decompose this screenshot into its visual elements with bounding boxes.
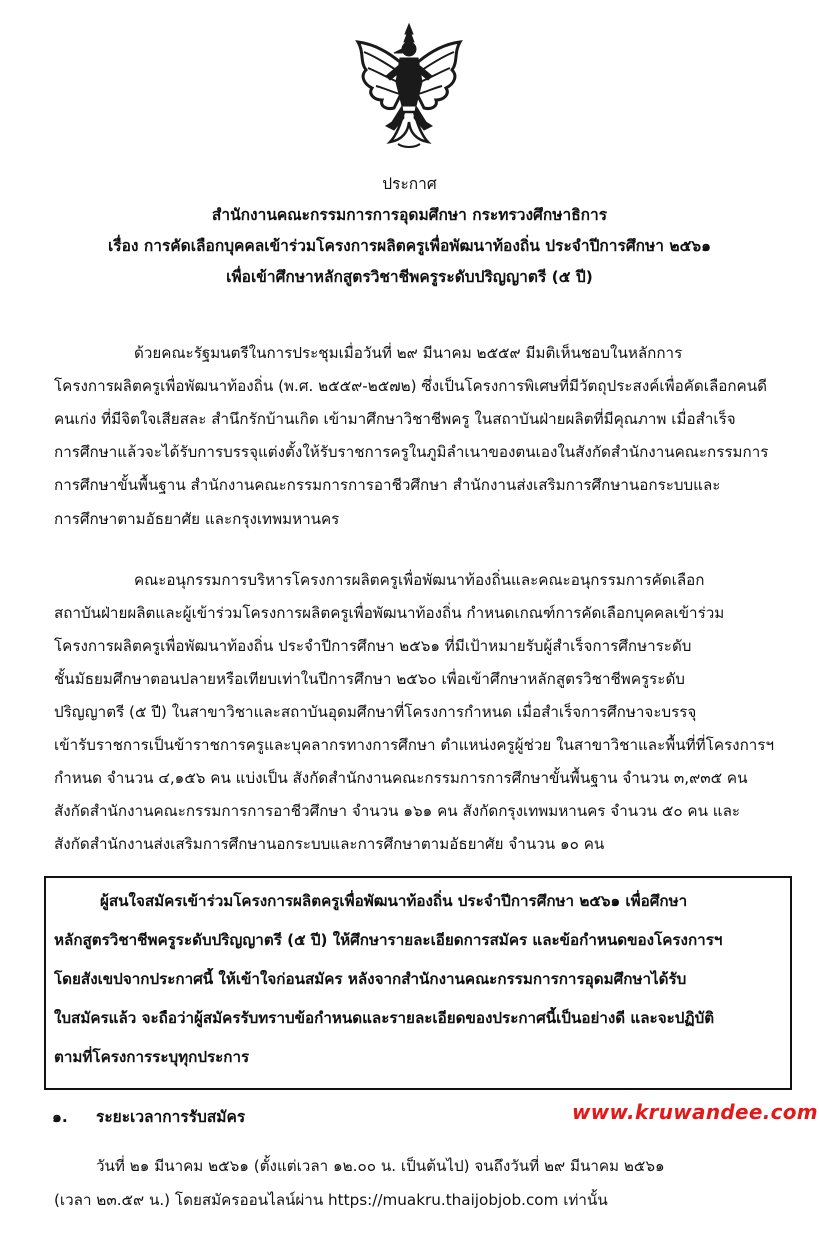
paragraph-1-line: ด้วยคณะรัฐมนตรีในการประชุมเมื่อวันที่ ๒๙ มีนาคม ๒๕๕๙ มีมติเห็นชอบในหลักการ	[134, 344, 683, 362]
garuda-emblem	[350, 22, 468, 150]
paragraph-2-line: สังกัดสำนักงานส่งเสริมการศึกษานอกระบบและการศึกษาตามอัธยาศัย จำนวน ๑๐ คน	[54, 835, 605, 853]
announcement-subject-cont: เพื่อเข้าศึกษาหลักสูตรวิชาชีพครูระดับปริญญาตรี (๕ ปี)	[226, 268, 593, 286]
paragraph-2-line: สังกัดสำนักงานคณะกรรมการการอาชีวศึกษา จำนวน ๑๖๑ คน สังกัดกรุงเทพมหานคร จำนวน ๕๐ คน และ	[54, 802, 741, 820]
notice-line: ตามที่โครงการระบุทุกประการ	[54, 1048, 250, 1066]
notice-line: หลักสูตรวิชาชีพครูระดับปริญญาตรี (๕ ปี) ให้ศึกษารายละเอียดการสมัคร และข้อกำหนดของโครงการฯ	[54, 931, 723, 949]
issuing-office: สำนักงานคณะกรรมการการอุดมศึกษา กระทรวงศึกษาธิการ	[211, 206, 608, 224]
notice-line: โดยสังเขปจากประกาศนี้ ให้เข้าใจก่อนสมัคร หลังจากสำนักงานคณะกรรมการการอุดมศึกษาได้รับ	[54, 970, 687, 988]
section-1-line: วันที่ ๒๑ มีนาคม ๒๕๖๑ (ตั้งแต่เวลา ๑๒.๐๐ น. เป็นต้นไป) จนถึงวันที่ ๒๙ มีนาคม ๒๕๖๑	[96, 1157, 665, 1175]
website-watermark: www.kruwandee.com	[572, 1100, 818, 1124]
notice-line: ผู้สนใจสมัครเข้าร่วมโครงการผลิตครูเพื่อพัฒนาท้องถิ่น ประจำปีการศึกษา ๒๕๖๑ เพื่อศึกษา	[100, 892, 688, 910]
paragraph-1-line: การศึกษาขั้นพื้นฐาน สำนักงานคณะกรรมการการอาชีวศึกษา สำนักงานส่งเสริมการศึกษานอกระบบและ	[54, 476, 721, 494]
paragraph-2-line: ปริญญาตรี (๕ ปี) ในสาขาวิชาและสถาบันอุดมศึกษาที่โครงการกำหนด เมื่อสำเร็จการศึกษาจะบรรจุ	[54, 703, 697, 721]
paragraph-1-line: การศึกษาตามอัธยาศัย และกรุงเทพมหานคร	[54, 510, 340, 528]
paragraph-2-line: โครงการผลิตครูเพื่อพัฒนาท้องถิ่น ประจำปีการศึกษา ๒๕๖๑ ที่มีเป้าหมายรับผู้สำเร็จการศึกษาระดับ	[54, 637, 692, 655]
paragraph-1-line: โครงการผลิตครูเพื่อพัฒนาท้องถิ่น (พ.ศ. ๒๕๕๙-๒๕๗๒) ซึ่งเป็นโครงการพิเศษที่มีวัตถุประสงค์เพื่อคัดเลือกคนดี	[54, 377, 767, 395]
paragraph-2-line: สถาบันฝ่ายผลิตและผู้เข้าร่วมโครงการผลิตครูเพื่อพัฒนาท้องถิ่น กำหนดเกณฑ์การคัดเลือกบุคคลเข้าร่วม	[54, 604, 725, 622]
notice-line: ใบสมัครแล้ว จะถือว่าผู้สมัครรับทราบข้อกำหนดและรายละเอียดของประกาศนี้เป็นอย่างดี และจะปฏิบัติ	[54, 1009, 715, 1027]
paragraph-2-line: กำหนด จำนวน ๔,๑๕๖ คน แบ่งเป็น สังกัดสำนักงานคณะกรรมการการศึกษาขั้นพื้นฐาน จำนวน ๓,๙๓๕ คน	[54, 769, 748, 787]
paragraph-2-line: ชั้นมัธยมศึกษาตอนปลายหรือเทียบเท่าในปีการศึกษา ๒๕๖๐ เพื่อเข้าศึกษาหลักสูตรวิชาชีพครูระดับ	[54, 670, 685, 688]
announcement-subject: เรื่อง การคัดเลือกบุคคลเข้าร่วมโครงการผลิตครูเพื่อพัฒนาท้องถิ่น ประจำปีการศึกษา ๒๕๖๑	[107, 237, 711, 255]
section-title: ระยะเวลาการรับสมัคร	[96, 1108, 246, 1126]
announcement-heading: ประกาศ	[382, 175, 437, 193]
paragraph-1-line: คนเก่ง ที่มีจิตใจเสียสละ สำนึกรักบ้านเกิด เข้ามาศึกษาวิชาชีพครู ในสถาบันฝ่ายผลิตที่มีคุณภาพ เมื่อสำเร็จ	[54, 410, 736, 428]
paragraph-2-line: คณะอนุกรรมการบริหารโครงการผลิตครูเพื่อพัฒนาท้องถิ่นและคณะอนุกรรมการคัดเลือก	[134, 571, 705, 589]
section-number: ๑.	[52, 1108, 68, 1126]
paragraph-1-line: การศึกษาแล้วจะได้รับการบรรจุแต่งตั้งให้รับราชการครูในภูมิลำเนาของตนเองในสังกัดสำนักงานคณะกรรมการ	[54, 443, 769, 461]
paragraph-2-line: เข้ารับราชการเป็นข้าราชการครูและบุคลากรทางการศึกษา ตำแหน่งครูผู้ช่วย ในสาขาวิชาและพื้นที่ที่โครงการฯ	[54, 736, 774, 754]
section-1-line: (เวลา ๒๓.๕๙ น.) โดยสมัครออนไลน์ผ่าน https://muakru.thaijobjob.com เท่านั้น	[54, 1191, 608, 1209]
